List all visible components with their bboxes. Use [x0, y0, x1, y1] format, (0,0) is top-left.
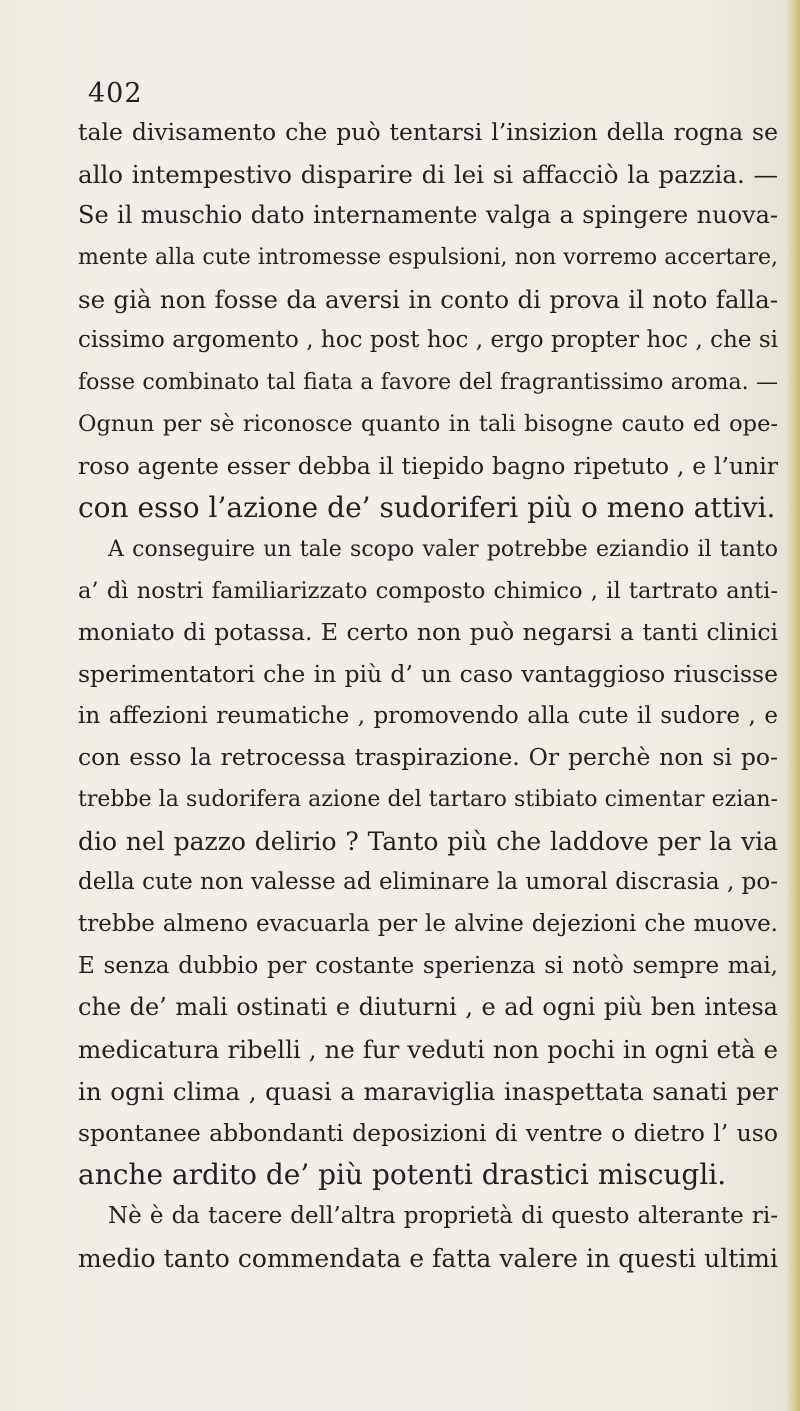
body-text — [78, 112, 798, 1279]
page-number: 402 — [88, 78, 143, 109]
text-line: fosse combinato tal fiata a favore del fragrantissimo aroma. — — [78, 370, 778, 396]
text-line: cissimo argomento , hoc post hoc , ergo propter hoc , che si — [78, 327, 778, 354]
text-line: con esso la retrocessa traspirazione. Or perchè non si po- — [78, 743, 778, 772]
text-line: Se il muschio dato internamente valga a spingere nuova- — [78, 201, 778, 230]
text-line: Nè è da tacere dell’altra proprietà di questo alterante ri- — [108, 1202, 778, 1229]
text-line: mente alla cute intromesse espulsioni, non vorremo accertare, — [78, 245, 778, 271]
text-line: spontanee abbondanti deposizioni di ventre o dietro l’ uso — [78, 1118, 778, 1147]
text-line: E senza dubbio per costante sperienza si notò sempre mai, — [78, 952, 778, 979]
text-line: roso agente esser debba il tiepido bagno ripetuto , e l’unir — [78, 451, 778, 480]
text-line: in ogni clima , quasi a maraviglia inaspettata sanati per — [78, 1076, 778, 1106]
text-line: dio nel pazzo delirio ? Tanto più che laddove per la via — [78, 826, 778, 856]
text-line: della cute non valesse ad eliminare la umoral discrasia , po- — [78, 869, 778, 896]
text-line: Ognun per sè riconosce quanto in tali bisogne cauto ed ope- — [78, 410, 778, 437]
text-line: tale divisamento che può tentarsi l’insizion della rogna se — [78, 118, 778, 146]
text-line: anche ardito de’ più potenti drastici miscugli. — [78, 1158, 727, 1192]
text-line: allo intempestivo disparire di lei si affacciò la pazzia. — — [78, 159, 778, 189]
text-line: a’ dì nostri familiarizzato composto chimico , il tartrato anti- — [78, 577, 778, 604]
text-line: se già non fosse da aversi in conto di prova il noto falla- — [78, 284, 778, 314]
text-line: moniato di potassa. E certo non può negarsi a tanti clinici — [78, 618, 778, 647]
text-line: trebbe almeno evacuarla per le alvine dejezioni che muove. — [78, 911, 778, 938]
text-line: medicatura ribelli , ne fur veduti non pochi in ogni età e — [78, 1035, 778, 1065]
text-line: con esso l’azione de’ sudoriferi più o meno attivi. — [78, 491, 776, 525]
text-line: sperimentatori che in più d’ un caso vantaggioso riuscisse — [78, 659, 778, 688]
text-line: medio tanto commendata e fatta valere in questi ultimi — [78, 1243, 778, 1273]
text-line: in affezioni reumatiche , promovendo alla cute il sudore , e — [78, 702, 778, 729]
text-line: che de’ mali ostinati e diuturni , e ad ogni più ben intesa — [78, 993, 778, 1022]
text-line: trebbe la sudorifera azione del tartaro stibiato cimentar ezian- — [78, 787, 778, 812]
text-line: A conseguire un tale scopo valer potrebbe eziandio il tanto — [108, 536, 778, 562]
